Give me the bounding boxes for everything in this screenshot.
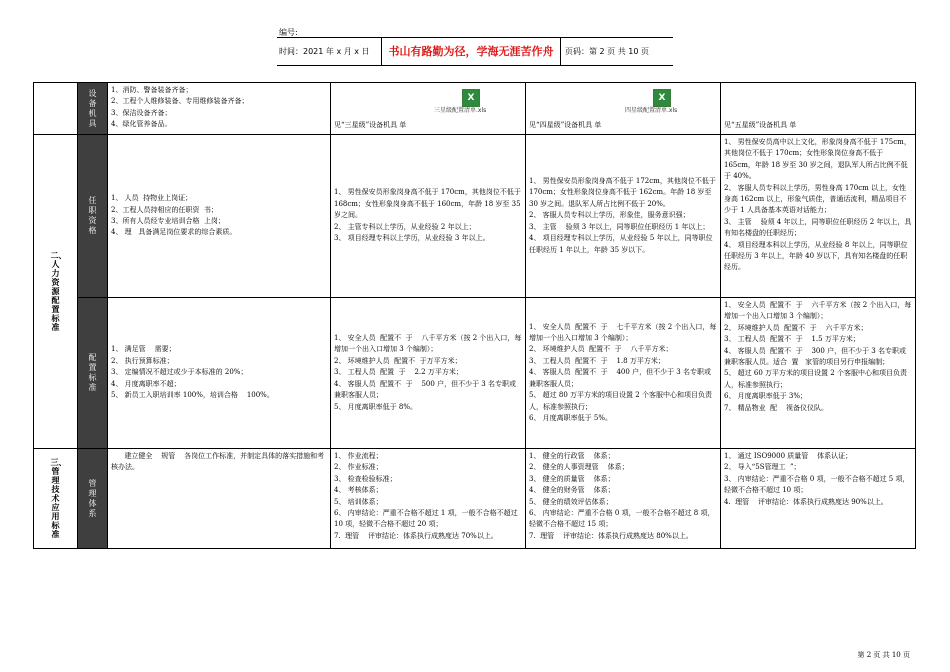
five-star-cell — [721, 135, 916, 298]
text-line: 4、绿化管养备品。 — [111, 120, 172, 129]
text-line: 3、 健全的质量管 体系； — [529, 474, 615, 483]
see-reference: 见“五星级”设备机具 单 — [724, 120, 797, 129]
excel-file-icon[interactable]: X — [653, 89, 671, 107]
header-motto: 书山有路勤为径，学海无涯苦作舟 — [381, 38, 561, 65]
text-line: 1、 男性保安员高中以上文化，形象岗身高不低于 175cm，其他岗位不低于 170cm；女性形象岗位身高不低于 165cm，年龄 18 岁至 30 岁之间，退队军人所占比例不低于 40%。 — [724, 138, 911, 181]
four-star-cell — [526, 298, 721, 449]
subcategory-cell: 管理体系 — [78, 449, 108, 549]
text-line: 4、 客服人员 配置不 于 300 户，但不少于 3 名专职或兼职客服人员。适合 置 家管的项目另行申报编制； — [724, 346, 906, 367]
text-line: 5、 超过 80 万平方米的项目设置 2 个客服中心和项目负责人，标准参照执行； — [529, 391, 712, 411]
text-line: 1、 安全人员 配置不 于 七千平方米（按 2 个出入口，每增加一个出入口增加 3 个编制）； — [529, 322, 717, 343]
text-line: 2、 客服人员专科以上学历，形象佳，服务意识强； — [529, 211, 690, 220]
text-line: 4、 项目经理专科以上学历，从业经验 5 年以上，同等职位任职经历 1 年以上，年龄 35 岁以下。 — [529, 234, 713, 254]
text-line: 2、 导入“5S管理工 ”； — [724, 463, 801, 472]
text-line: 5、 超过 60 万平方米的项目设置 2 个客服中心和项目负责人，标准参照执行； — [724, 369, 907, 389]
text-line: 1、 健全的行政管 体系； — [529, 452, 615, 460]
number-label: 编号: — [279, 28, 298, 37]
text-line: 2、 执行预算标准； — [111, 356, 174, 365]
text-line: 1、 人员 持物业上岗证； — [111, 194, 193, 203]
text-line: 2、 主管专科以上学历，从业经验 2 年以上； — [334, 222, 476, 231]
five-star-cell — [721, 298, 916, 449]
requirements-cell — [108, 135, 331, 298]
subcategory-cell: 设备机具 — [78, 83, 108, 135]
text-line: 3、 主管 验须 3 年以上，同等职位任职经历 1 年以上； — [529, 222, 710, 231]
text-line: 3、所有人员经专业培训合格 上岗； — [111, 217, 225, 225]
text-line: 4、 客服人员 配置不 于 500 户，但不少于 3 名专职或兼职客服人员； — [334, 379, 516, 400]
text-line: 4、 项目经理本科以上学历，从业经验 8 年以上，同等职位任职经历 3 年以上，年龄 40 岁以下，具有知名楼盘的任职经历。 — [724, 240, 908, 272]
text-line: 6、 月度离职率低于 3%； — [724, 392, 808, 401]
text-line: 4、 月度离职率不超； — [111, 379, 181, 388]
see-reference: 见“三星级”设备机具 单 — [334, 120, 407, 129]
text-line: 5、 培训体系； — [334, 497, 383, 506]
text-line: 5、 月度离职率低于 8%。 — [334, 402, 418, 411]
attachment-name[interactable]: 四星级配置清单.xls — [625, 107, 678, 114]
five-star-cell — [721, 83, 916, 135]
category-cell: 二、人力资源配置标准 — [34, 135, 78, 449]
text-line: 1、 安全人员 配置不 于 八千平方米（按 2 个出入口，每增加一个出入口增加 3 个编制）； — [334, 334, 522, 354]
four-star-cell — [526, 83, 721, 135]
text-line: 6、 内审结论：严重不合格 0 项，一般不合格不超过 8 项，轻微不合格不超过 15 项； — [529, 509, 715, 529]
text-line: 7. 理管 评审结论：体系执行成熟度达 70%以上。 — [334, 531, 498, 540]
document-header — [277, 28, 673, 74]
text-line: 7、 精品物业 配 视备仪仪队。 — [724, 403, 829, 412]
four-star-cell — [526, 449, 721, 549]
text-line: 2、 环境维护人员 配置不 于 六千平方米； — [724, 323, 868, 332]
category-cell — [34, 83, 78, 135]
excel-file-icon[interactable]: X — [462, 89, 480, 107]
page-footer: 第 2 页 共 10 页 — [857, 651, 910, 659]
text-line: 4、 理 具备满足岗位要求的综合素质。 — [111, 228, 237, 237]
text-line: 1、 男性保安员形象岗身高不低于 172cm，其他岗位不低于 170cm；女性形象岗位身高不低于 162cm。年龄 18 岁至 30 岁之间。退队军人所占比例不低于 20%。 — [529, 177, 719, 208]
four-star-cell — [526, 135, 721, 298]
text-line: 1、 男性保安员形象岗身高不低于 170cm，其他岗位不低于 168cm；女性形象岗身高不低于 160cm，年龄 18 岁至 35 岁之间。 — [334, 188, 524, 220]
text-line: 2、 环境维护人员 配置不 于万平方米； — [334, 356, 462, 365]
table-row — [34, 449, 916, 549]
text-line: 3、 项目经理专科以上学历，从业经验 3 年以上。 — [334, 234, 490, 243]
standards-table — [33, 82, 916, 549]
text-line: 3、 工程人员 配置不 于 1.8 万平方米； — [529, 356, 665, 365]
header-page: 页码：第 2 页 共 10 页 — [565, 47, 649, 56]
text-line: 3、 检查检验标准； — [334, 474, 397, 483]
table-row — [34, 83, 916, 135]
text-line: 6、 内审结论：严重不合格不超过 1 项，一般不合格不超过 10 项，轻微不合格不超过 20 项； — [334, 509, 520, 529]
text-line: 2、工程个人维修装备、专用维修装备齐备； — [111, 97, 249, 106]
attachment-name[interactable]: 三星级配置清单.xls — [434, 107, 487, 114]
three-star-cell — [331, 135, 526, 298]
text-line: 2、 环境维护人员 配置不 于 八千平方米； — [529, 345, 673, 354]
text-line: 建立健全 规管 各岗位工作标准，并制定具体的落实措施和考核办法。 — [111, 452, 325, 472]
header-row — [277, 37, 673, 66]
text-line: 6、 月度离职率低于 5%。 — [529, 413, 613, 422]
text-line: 1、 作业流程； — [334, 452, 383, 460]
category-cell: 三、管理技术应用标准 — [34, 449, 78, 549]
text-line: 7. 理管 评审结论：体系执行成熟度达 80%以上。 — [529, 531, 693, 540]
text-line: 2、 作业标准； — [334, 463, 383, 472]
text-line: 4、 考核体系； — [334, 486, 383, 495]
text-line: 1、 通过 ISO9000 质量管 体系认证； — [724, 452, 853, 460]
text-line: 5、 健全的绩效评估体系； — [529, 497, 613, 506]
text-line: 2、工程人员持相应的任职资 书； — [111, 205, 218, 214]
three-star-cell — [331, 449, 526, 549]
three-star-cell — [331, 83, 526, 135]
text-line: 3、保洁设备齐备； — [111, 108, 172, 117]
see-reference: 见“四星级”设备机具 单 — [529, 120, 602, 129]
text-line: 1、 满足管 需要； — [111, 345, 176, 354]
table-row — [34, 135, 916, 298]
text-line: 3、 主管 验须 4 年以上，同等职位任职经历 2 年以上，具有知名楼盘的任职经历； — [724, 217, 912, 238]
text-line: 3、 内审结论：严重不合格 0 项，一般不合格不超过 5 项，轻微不合格不超过 10 项； — [724, 474, 910, 495]
text-line: 1、 安全人员 配置不 于 六千平方米（按 2 个出入口，每增加一个出入口增加 3 个编制）； — [724, 301, 912, 321]
text-line: 4、 客服人员 配置不 于 400 户，但不少于 3 名专职或兼职客服人员； — [529, 368, 711, 388]
text-line: 4. 理管 评审结论：体系执行成熟度达 90%以上。 — [724, 497, 888, 506]
table-row — [34, 298, 916, 449]
text-line: 2、 客服人员专科以上学历，男性身高 170cm 以上，女性身高 162cm 以上，形象气质佳，普通话流利，精品项目不少于 1 人具备基本英语对话能力； — [724, 183, 907, 215]
requirements-cell — [108, 449, 331, 549]
text-line: 3、 工程人员 配置 于 2.2 万平方米； — [334, 368, 463, 377]
text-line: 5、 新员工入职培训率 100%，培训合格 100%。 — [111, 391, 274, 400]
text-line: 3、 定编情况不超过或少于本标准的 20%； — [111, 368, 248, 377]
requirements-cell — [108, 298, 331, 449]
text-line: 4、 健全的财务管 体系； — [529, 486, 615, 495]
three-star-cell — [331, 298, 526, 449]
text-line: 2、 健全的人事资理管 体系； — [529, 463, 629, 472]
five-star-cell — [721, 449, 916, 549]
text-line: 3、 工程人员 配置不 于 1.5 万平方米； — [724, 335, 860, 344]
requirements-cell — [108, 83, 331, 135]
text-line: 1、消防、警备装备齐备； — [111, 86, 193, 94]
header-date: 时间：2021 年 x 月 x 日 — [279, 47, 370, 56]
subcategory-cell: 配置标准 — [78, 298, 108, 449]
subcategory-cell: 任职资格 — [78, 135, 108, 298]
